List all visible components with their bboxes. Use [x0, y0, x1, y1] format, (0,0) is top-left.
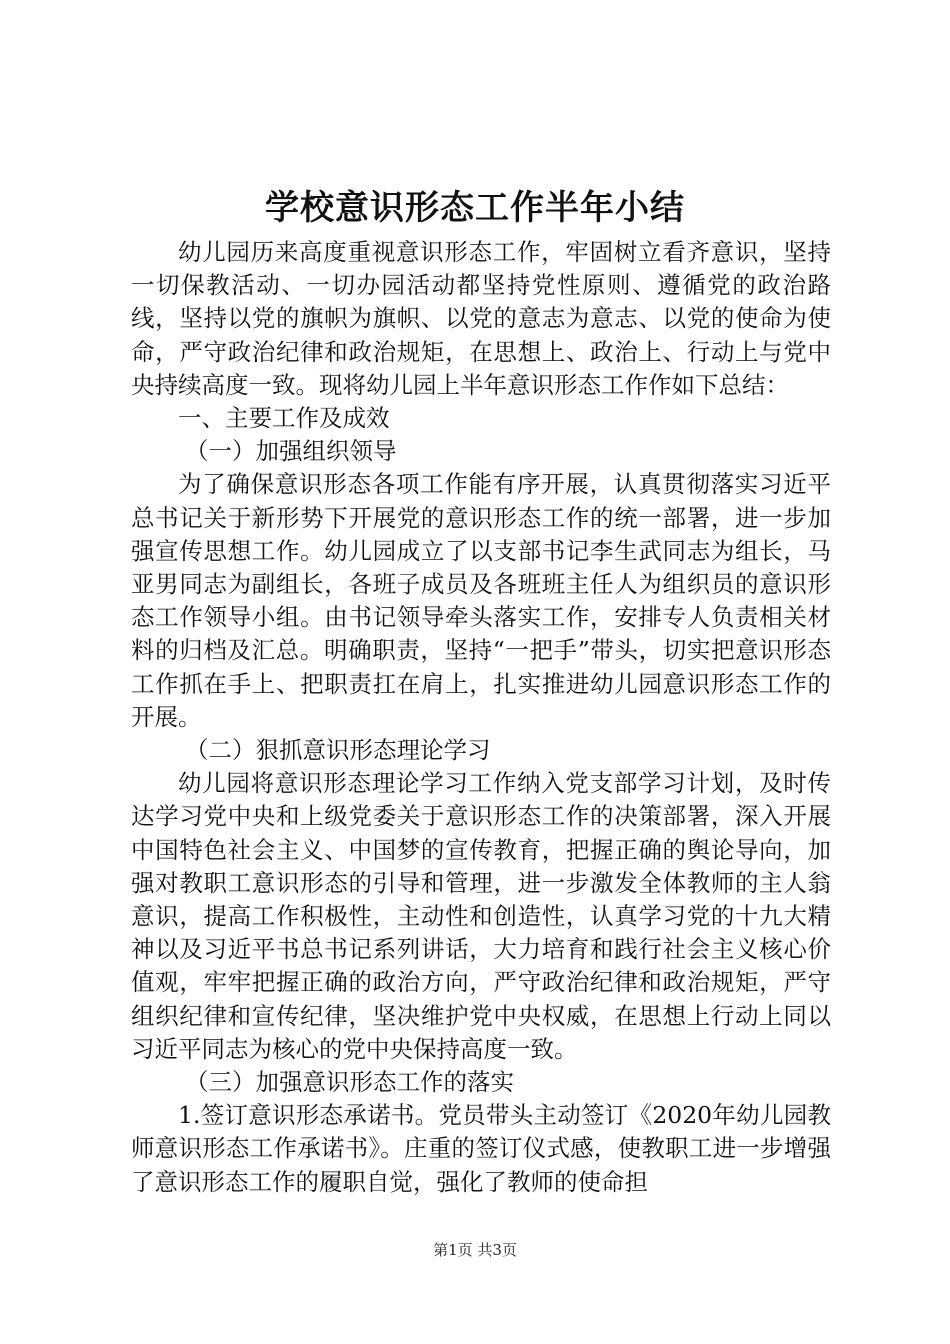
subsection-heading-organization: （一）加强组织领导: [185, 437, 397, 466]
paragraph-theory-study: 幼儿园将意识形态理论学习工作纳入党支部学习计划，及时传达学习党中央和上级党委关于意识形态工作的决策部署，深入开展中国特色社会主义、中国梦的宣传教育，把握正确的舆论导向，加强对教职工意识形态的引导和管理，进一步激发全体教师的主人翁意识，提高工作积极性，主动性和创造性，认真学习党的十九大精神以及习近平书总书记系列讲话，大力培育和践行社会主义核心价值观，牢牢把握正确的政治方向，严守政治纪律和政治规矩，严守组织纪律和宣传纪律，坚决维护党中央权威，在思想上行动上同以习近平同志为核心的党中央保持高度一致。: [131, 769, 831, 1063]
section-heading-main-work: 一、主要工作及成效: [178, 404, 390, 433]
paragraph-intro: 幼儿园历来高度重视意识形态工作，牢固树立看齐意识，坚持一切保教活动、一切办园活动都坚持党性原则、遵循党的政治路线，坚持以党的旗帜为旗帜、以党的意志为意志、以党的使命为使命，严守政治纪律和政治规矩，在思想上、政治上、行动上与党中央持续高度一致。现将幼儿园上半年意识形态工作作如下总结：: [131, 238, 831, 399]
paragraph-organization: 为了确保意识形态各项工作能有序开展，认真贯彻落实习近平总书记关于新形势下开展党的意识形态工作的统一部署，进一步加强宣传思想工作。幼儿园成立了以支部书记李生武同志为组长，马亚男同志为副组长，各班子成员及各班班主任人为组织员的意识形态工作领导小组。由书记领导牵头落实工作，安排专人负责相关材料的归档及汇总。明确职责，坚持“一把手”带头，切实把意识形态工作抓在手上、把职责扛在肩上，扎实推进幼儿园意识形态工作的开展。: [131, 470, 831, 731]
page-footer: 第1页 共3页: [433, 1241, 517, 1259]
document-body: [131, 236, 831, 1199]
document-title: 学校意识形态工作半年小结: [265, 188, 685, 228]
subsection-heading-implementation: （三）加强意识形态工作的落实: [185, 1068, 515, 1097]
subsection-heading-theory-study: （二）狠抓意识形态理论学习: [185, 736, 491, 765]
paragraph-implementation: 1.签订意识形态承诺书。党员带头主动签订《2020年幼儿园教师意识形态工作承诺书》。庄重的签订仪式感，使教职工进一步增强了意识形态工作的履职自觉，强化了教师的使命担: [131, 1101, 831, 1196]
